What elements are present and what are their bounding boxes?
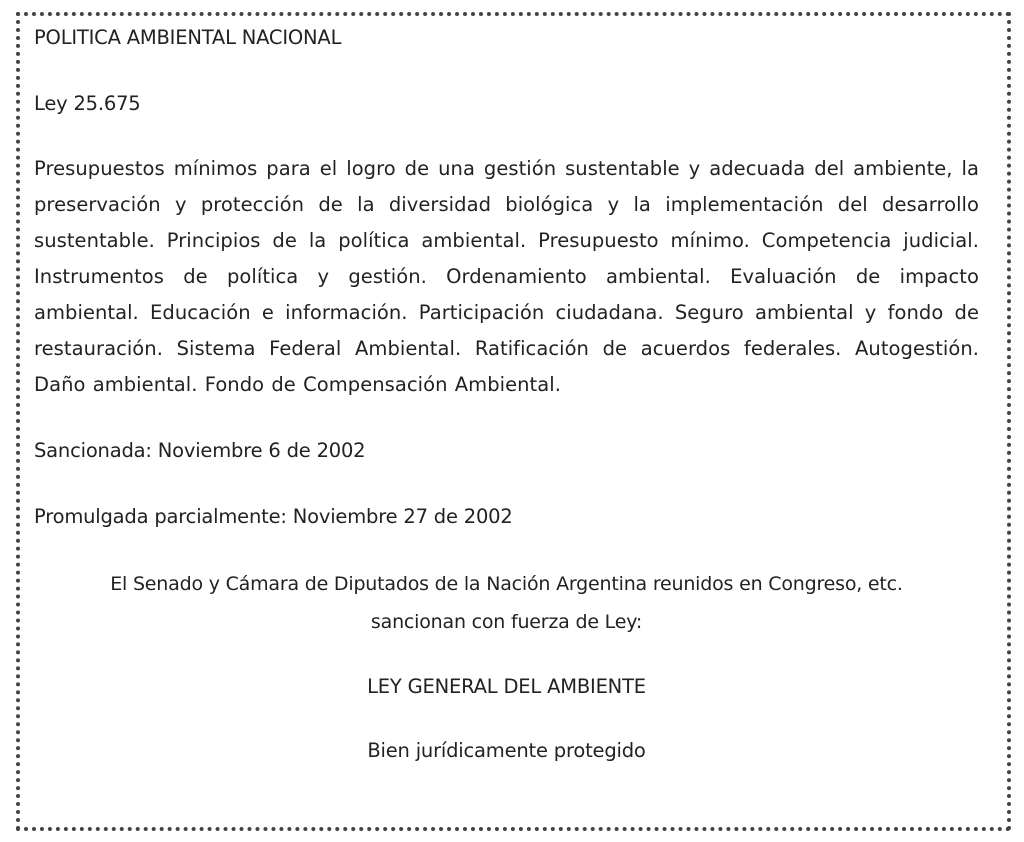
section-title: Bien jurídicamente protegido <box>367 739 646 762</box>
document-heading: POLITICA AMBIENTAL NACIONAL <box>34 26 342 49</box>
enacting-clause <box>34 565 979 641</box>
enacting-clause-line-2: sancionan con fuerza de Ley: <box>370 611 643 633</box>
document-frame <box>16 12 1011 831</box>
law-number: Ley 25.675 <box>34 92 141 115</box>
law-summary: Presupuestos mínimos para el logro de una gestión sustentable y adecuada del ambiente, la preservación y protección de la diversidad biológica y la implementación del desarrollo sustentable. Principios de la política ambiental. Presupuesto mínimo. Competencia judicial. Instrumentos de política y gestión. Ordenamiento ambiental. Evaluación de impacto ambiental. Educación e información. Participación ciudadana. Seguro ambiental y fondo de restauración. Sistema Federal Ambiental. Ratificación de acuerdos federales. Autogestión. Daño ambiental. Fondo de Compensación Ambiental. <box>34 157 979 396</box>
promulgation-date: Promulgada parcialmente: Noviembre 27 de 2002 <box>34 505 513 528</box>
enacting-clause-line-1: El Senado y Cámara de Diputados de la Nación Argentina reunidos en Congreso, etc. <box>110 573 903 595</box>
law-title: LEY GENERAL DEL AMBIENTE <box>367 675 646 698</box>
sanction-date: Sancionada: Noviembre 6 de 2002 <box>34 439 366 462</box>
